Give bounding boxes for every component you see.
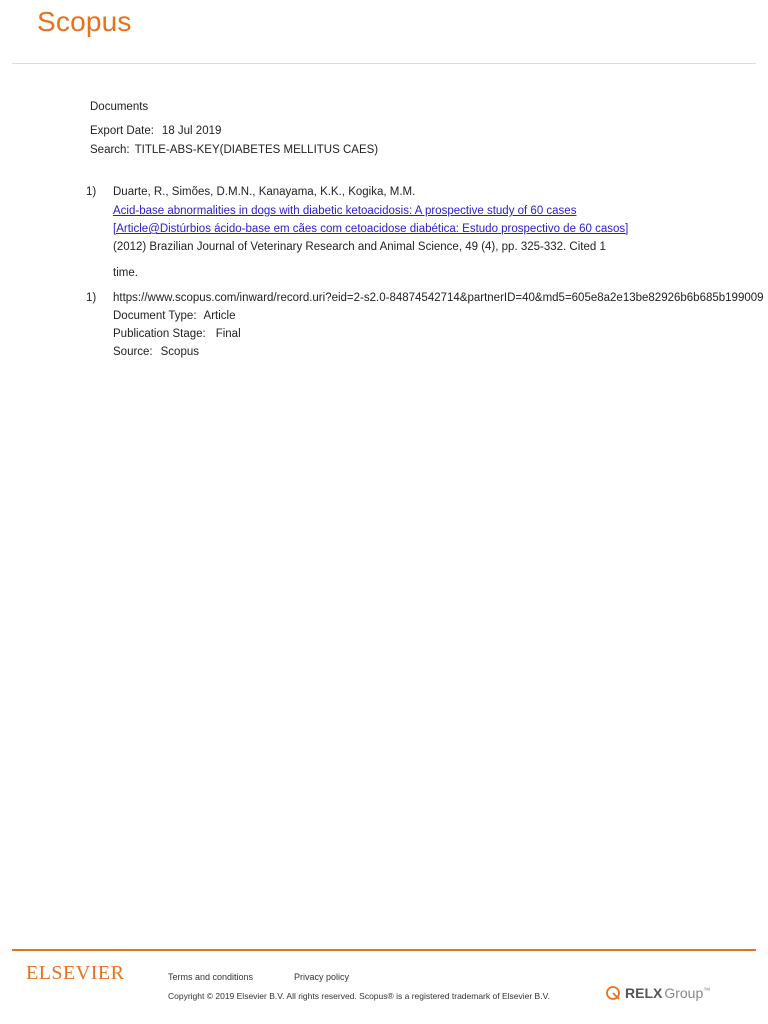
document-type-row xyxy=(113,310,235,322)
search-row xyxy=(90,144,378,156)
privacy-link[interactable]: Privacy policy xyxy=(294,972,350,982)
document-type-label: Document Type: xyxy=(113,310,197,322)
relx-group-text xyxy=(664,985,710,1001)
source-row xyxy=(113,346,199,358)
footer-divider xyxy=(12,949,756,951)
record-number: 1) xyxy=(86,186,97,198)
search-label: Search: xyxy=(90,144,130,156)
record-citation-continued: time. xyxy=(113,267,138,279)
export-date-label: Export Date: xyxy=(90,125,154,137)
record-url[interactable]: https://www.scopus.com/inward/record.uri?eid=2-s2.0-84874542714&partnerID=40&md5=605e8a2e13be82926b6b685b199009 xyxy=(113,292,764,304)
record-title-translated-link[interactable]: [Article@Distúrbios ácido-base em cães com cetoacidose diabética: Estudo prospectivo de 60 casos] xyxy=(113,223,629,235)
copyright-text: Copyright © 2019 Elsevier B.V. All rights reserved. Scopus® is a registered trademark of Elsevier B.V. xyxy=(168,991,550,1001)
relx-trademark: ™ xyxy=(703,987,711,995)
scopus-logo[interactable]: Scopus xyxy=(37,6,132,37)
url-number: 1) xyxy=(86,292,97,304)
record-title-link[interactable]: Acid-base abnormalities in dogs with diabetic ketoacidosis: A prospective study of 60 cases xyxy=(113,205,577,217)
source-label: Source: xyxy=(113,346,153,358)
document-type-value: Article xyxy=(203,310,236,322)
header-divider xyxy=(12,63,756,64)
source-value: Scopus xyxy=(160,346,199,358)
relx-group-label: Group xyxy=(664,985,704,1001)
export-date-value: 18 Jul 2019 xyxy=(161,125,222,137)
search-query: TITLE-ABS-KEY(DIABETES MELLITUS CAES) xyxy=(134,144,379,156)
elsevier-logo[interactable]: ELSEVIER xyxy=(26,962,125,984)
record-citation: (2012) Brazilian Journal of Veterinary Research and Animal Science, 49 (4), pp. 325-332. Cited 1 xyxy=(113,241,606,253)
terms-link[interactable]: Terms and conditions xyxy=(168,972,254,982)
relx-r-icon xyxy=(605,985,621,1001)
publication-stage-value: Final xyxy=(215,328,241,340)
export-date-row xyxy=(90,125,221,137)
publication-stage-row xyxy=(113,328,241,340)
record-authors: Duarte, R., Simões, D.M.N., Kanayama, K.K., Kogika, M.M. xyxy=(113,186,416,198)
relx-logo[interactable] xyxy=(605,985,710,1001)
documents-heading: Documents xyxy=(90,101,149,113)
publication-stage-label: Publication Stage: xyxy=(113,328,206,340)
relx-wordmark: RELX xyxy=(625,985,663,1001)
